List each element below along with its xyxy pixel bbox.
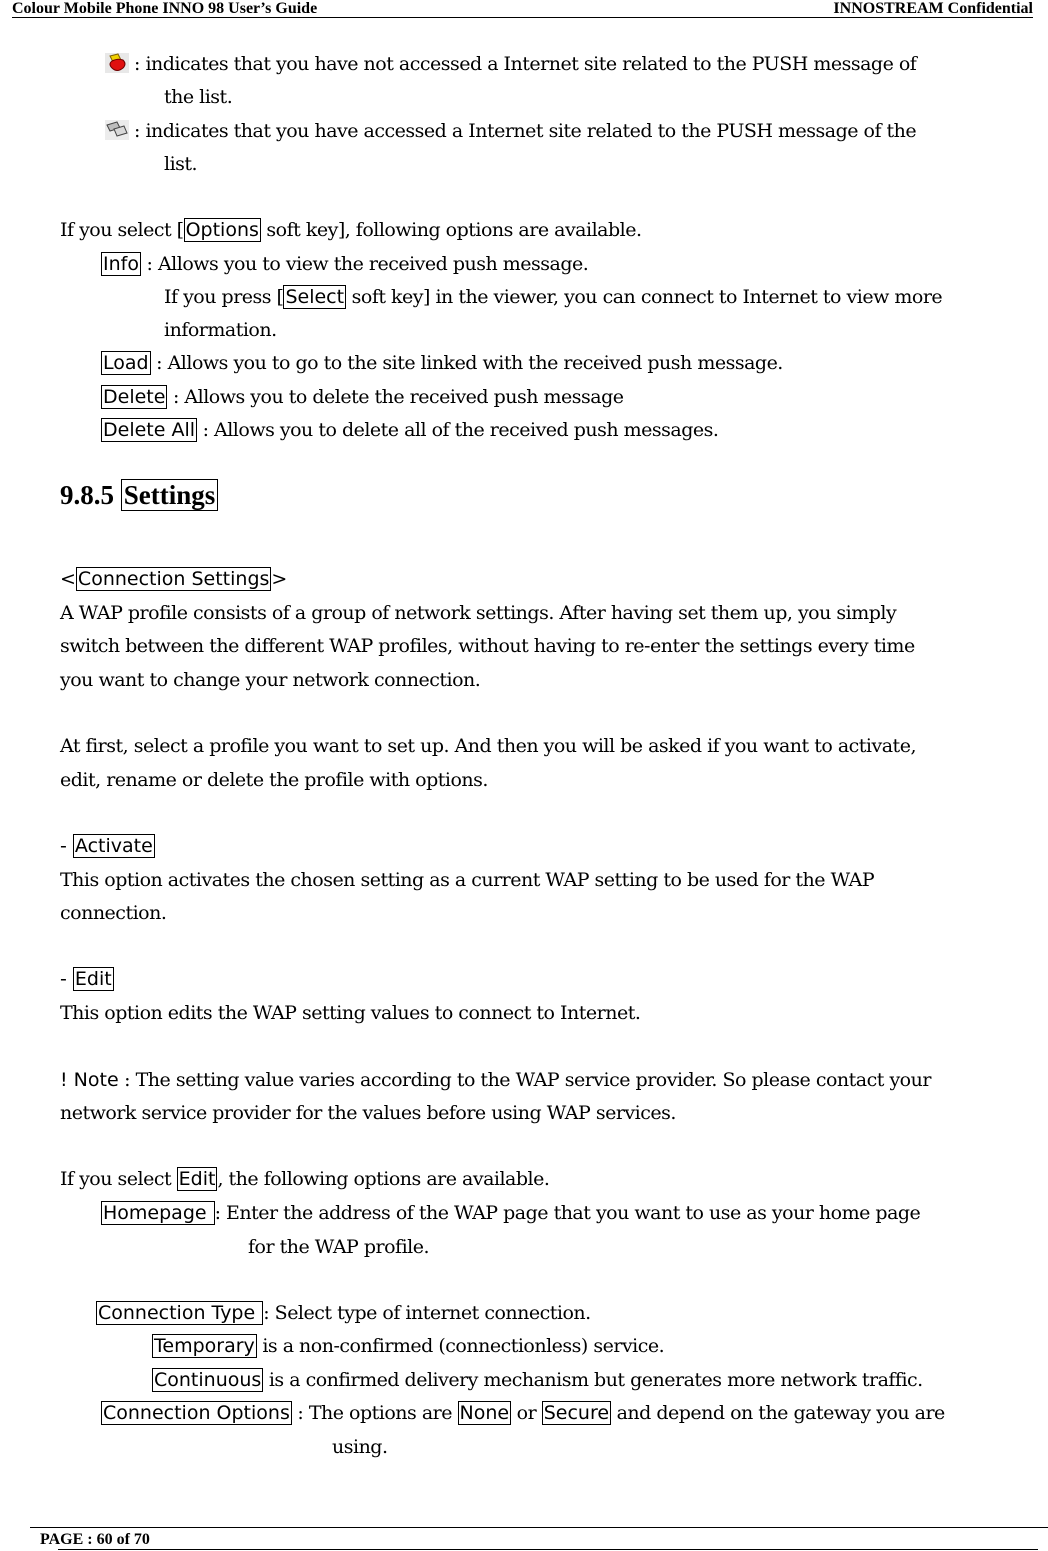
homepage-desc: : Enter the address of the WAP page that you want to use as your home page <box>214 1202 921 1224</box>
options-intro <box>60 218 642 242</box>
edit-desc: This option edits the WAP setting values to connect to Internet. <box>60 1002 641 1024</box>
section-title: Settings <box>121 479 219 511</box>
load-desc: : Allows you to go to the site linked with the received push message. <box>150 352 783 374</box>
note-paragraph <box>60 1068 931 1092</box>
page-header <box>12 0 1033 18</box>
cs-paragraph-line: you want to change your network connection. <box>60 669 481 691</box>
header-confidential: INNOSTREAM Confidential <box>833 0 1033 17</box>
edit-intro <box>60 1167 549 1191</box>
temporary-label: Temporary <box>154 1335 255 1357</box>
continuous-label: Continuous <box>154 1369 262 1391</box>
page-number: PAGE : 60 of 70 <box>40 1531 150 1548</box>
edit-label: Edit <box>74 968 112 990</box>
connection-options-label: Connection Options <box>103 1402 290 1424</box>
load-label: Load <box>103 352 149 374</box>
connection-options-cont: using. <box>332 1436 388 1458</box>
secure-label: Secure <box>543 1402 610 1424</box>
delete-label: Delete <box>103 386 166 408</box>
header-doc-title: Colour Mobile Phone INNO 98 User’s Guide <box>12 0 318 17</box>
options-intro-post: soft key], following options are available. <box>260 219 642 241</box>
connection-type-label: Connection Type <box>98 1302 262 1324</box>
activate-heading <box>60 834 155 858</box>
edit-intro-post: , the following options are available. <box>217 1168 550 1190</box>
activate-label: Activate <box>74 835 153 857</box>
connection-options-pre: : The options are <box>291 1402 458 1424</box>
load-option <box>101 351 783 375</box>
section-heading <box>60 477 218 513</box>
unread-icon-desc: : indicates that you have not accessed a Internet site related to the PUSH message of <box>134 53 917 75</box>
footer-rule-bottom <box>58 1549 1038 1550</box>
note-label: ! Note <box>60 1069 119 1091</box>
delete-all-label: Delete All <box>103 419 196 441</box>
temporary-option <box>152 1334 664 1358</box>
cs-close: > <box>271 568 288 590</box>
info-desc: : Allows you to view the received push message. <box>140 253 589 275</box>
delete-option <box>101 385 624 409</box>
delete-all-option <box>101 418 718 442</box>
activate-desc: This option activates the chosen setting as a current WAP setting to be used for the WAP <box>60 869 875 891</box>
cs-paragraph-line: A WAP profile consists of a group of network settings. After having set them up, you simply <box>60 602 897 624</box>
unread-icon-desc-cont: the list. <box>164 86 233 108</box>
cs-paragraph-line: switch between the different WAP profiles, without having to re-enter the settings every time <box>60 635 915 657</box>
continuous-option <box>152 1368 923 1392</box>
cs-paragraph-line: At first, select a profile you want to set up. And then you will be asked if you want to activate, <box>60 735 916 757</box>
connection-settings-heading <box>60 567 287 591</box>
section-number: 9.8.5 <box>60 480 121 510</box>
info-label: Info <box>103 253 139 275</box>
connection-type-desc: : Select type of internet connection. <box>263 1302 591 1324</box>
edit-intro-pre: If you select <box>60 1168 177 1190</box>
info-sub-pre: If you press [ <box>164 286 284 308</box>
read-push-icon <box>104 119 130 141</box>
continuous-desc: is a confirmed delivery mechanism but generates more network traffic. <box>263 1369 923 1391</box>
activate-dash: - <box>60 835 73 857</box>
cs-paragraph-line: edit, rename or delete the profile with options. <box>60 769 488 791</box>
options-soft-key: Options <box>185 219 259 241</box>
connection-options-or: or <box>511 1402 542 1424</box>
info-option <box>101 252 588 276</box>
connection-options-post: and depend on the gateway you are <box>611 1402 945 1424</box>
info-sub-cont: information. <box>164 319 277 341</box>
activate-desc-cont: connection. <box>60 902 167 924</box>
edit-heading <box>60 967 114 991</box>
unread-push-icon <box>104 52 130 74</box>
delete-desc: : Allows you to delete the received push message <box>167 386 624 408</box>
note-text-cont: network service provider for the values before using WAP services. <box>60 1102 676 1124</box>
select-soft-key: Select <box>285 286 345 308</box>
homepage-option <box>101 1201 920 1225</box>
connection-type-option <box>96 1301 591 1325</box>
info-sub <box>164 285 942 309</box>
temporary-desc: is a non-confirmed (connectionless) service. <box>256 1335 665 1357</box>
cs-open: < <box>60 568 76 590</box>
footer-rule-top <box>30 1527 1048 1528</box>
info-sub-post: soft key] in the viewer, you can connect to Internet to view more <box>346 286 943 308</box>
connection-options-option <box>101 1401 945 1425</box>
edit-key: Edit <box>178 1168 216 1190</box>
options-intro-pre: If you select [ <box>60 219 184 241</box>
homepage-label: Homepage <box>103 1202 213 1224</box>
note-text: : The setting value varies according to the WAP service provider. So please contact your <box>118 1069 931 1091</box>
none-label: None <box>459 1402 510 1424</box>
read-icon-desc-cont: list. <box>164 153 198 175</box>
connection-settings-label: Connection Settings <box>77 568 270 590</box>
delete-all-desc: : Allows you to delete all of the received push messages. <box>197 419 719 441</box>
homepage-desc-cont: for the WAP profile. <box>248 1236 430 1258</box>
read-icon-desc: : indicates that you have accessed a Internet site related to the PUSH message of the <box>134 120 917 142</box>
edit-dash: - <box>60 968 73 990</box>
